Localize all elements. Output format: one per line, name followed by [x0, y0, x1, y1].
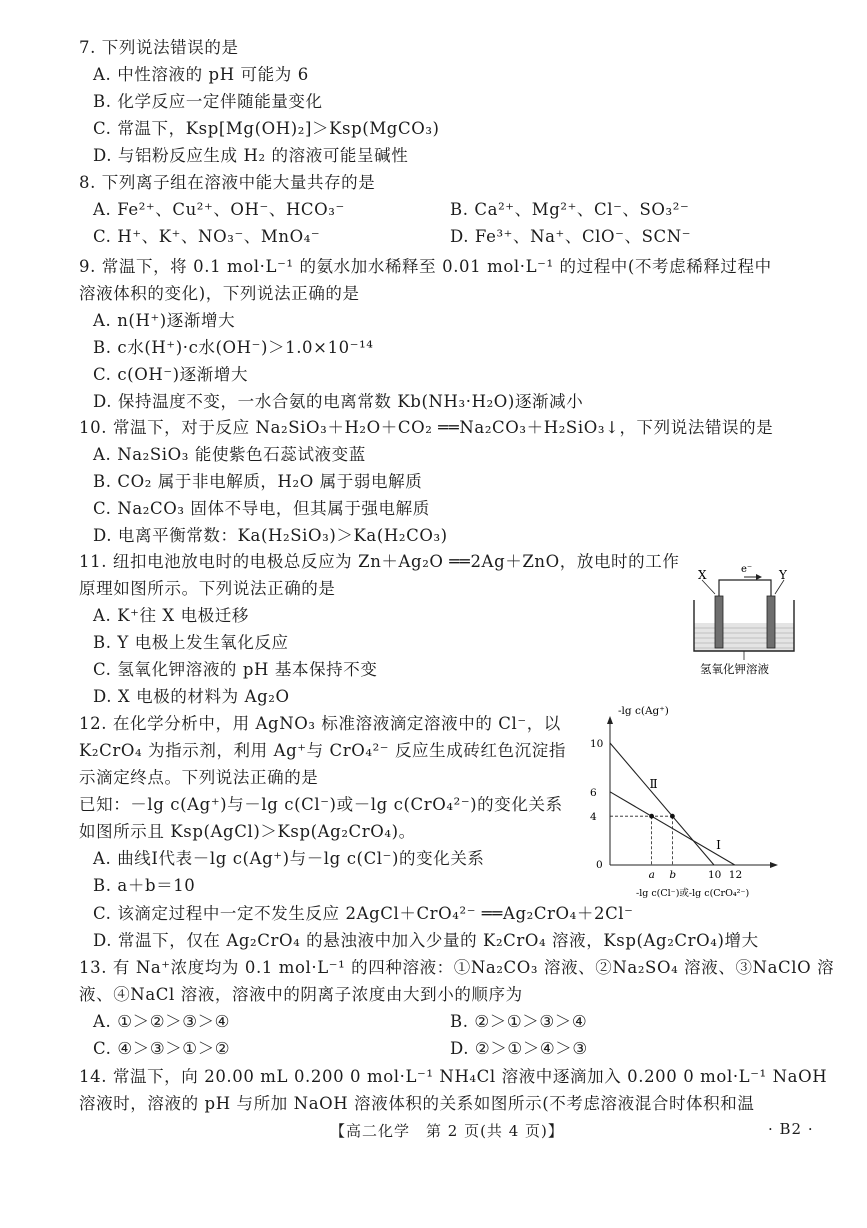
y-tick-label: 10 [590, 738, 604, 750]
q10-option-c: C. Na₂CO₃ 固体不导电，但其属于强电解质 [93, 499, 430, 518]
q9-stem-line1: 9. 常温下，将 0.1 mol·L⁻¹ 的氨水加水稀释至 0.01 mol·L⁻¹ 的过程中(不考虑稀释过程中 [79, 257, 772, 276]
curve-label-2: Ⅱ [649, 777, 658, 792]
q14-stem-line1: 14. 常温下，向 20.00 mL 0.200 0 mol·L⁻¹ NH₄Cl 溶液中逐滴加入 0.200 0 mol·L⁻¹ NaOH [79, 1067, 828, 1086]
q10-option-a: A. Na₂SiO₃ 能使紫色石蕊试液变蓝 [93, 445, 366, 464]
electron-label: e⁻ [741, 564, 753, 575]
electron-arrowhead [756, 574, 762, 580]
q8-stem: 8. 下列离子组在溶液中能大量共存的是 [79, 173, 376, 192]
q7-option-d: D. 与铝粉反应生成 H₂ 的溶液可能呈碱性 [93, 146, 409, 165]
electrode-x-label: X [698, 568, 707, 582]
battery-diagram [686, 560, 806, 680]
q12-stem-line4: 已知：－lg c(Ag⁺)与－lg c(Cl⁻)或－lg c(CrO₄²⁻)的变化关系 [79, 795, 563, 814]
q10-stem: 10. 常温下，对于反应 Na₂SiO₃＋H₂O＋CO₂ ══Na₂CO₃＋H₂SiO₃↓，下列说法错误的是 [79, 418, 774, 437]
q7-option-b: B. 化学反应一定伴随能量变化 [93, 92, 323, 111]
y-axis-arrow [607, 716, 613, 724]
q13-option-a: A. ①＞②＞③＞④ [93, 1012, 231, 1031]
x-axis-arrow [770, 862, 778, 868]
y-tick-label: 4 [590, 811, 597, 824]
q11-stem-line2: 原理如图所示。下列说法正确的是 [79, 579, 336, 598]
x-tick-label: b [669, 869, 677, 881]
q10-option-d: D. 电离平衡常数：Ka(H₂SiO₃)＞Ka(H₂CO₃) [93, 526, 448, 545]
intersection-point-2 [670, 814, 675, 819]
q7-option-a: A. 中性溶液的 pH 可能为 6 [93, 65, 309, 84]
chart-marks [590, 738, 742, 881]
q12-chart [588, 700, 788, 905]
curve-label-1: Ⅰ [716, 838, 721, 853]
q8-option-d: D. Fe³⁺、Na⁺、ClO⁻、SCN⁻ [450, 227, 692, 246]
q8-option-a: A. Fe²⁺、Cu²⁺、OH⁻、HCO₃⁻ [93, 200, 345, 219]
footer-page-info: 【高二化学 第 2 页(共 4 页)】 [330, 1122, 564, 1140]
q13-option-b: B. ②＞①＞③＞④ [450, 1012, 588, 1031]
q10-option-b: B. CO₂ 属于非电解质，H₂O 属于弱电解质 [93, 472, 423, 491]
intersection-point-1 [649, 814, 654, 819]
q9-option-c: C. c(OH⁻)逐渐增大 [93, 365, 249, 384]
electrode-y [767, 596, 775, 648]
q13-option-c: C. ④＞③＞①＞② [93, 1039, 231, 1058]
q8-option-c: C. H⁺、K⁺、NO₃⁻、MnO₄⁻ [93, 227, 321, 246]
q8-option-b: B. Ca²⁺、Mg²⁺、Cl⁻、SO₃²⁻ [450, 200, 690, 219]
q12-stem-line1: 12. 在化学分析中，用 AgNO₃ 标准溶液滴定溶液中的 Cl⁻，以 [79, 714, 561, 733]
x-tick-label: 10 [708, 869, 722, 881]
q7-option-c: C. 常温下，Ksp[Mg(OH)₂]＞Ksp(MgCO₃) [93, 119, 440, 138]
q13-stem-line1: 13. 有 Na⁺浓度均为 0.1 mol·L⁻¹ 的四种溶液：①Na₂CO₃ 溶液、②Na₂SO₄ 溶液、③NaClO 溶 [79, 958, 835, 977]
q7-stem: 7. 下列说法错误的是 [79, 38, 239, 57]
q9-option-a: A. n(H⁺)逐渐增大 [93, 311, 236, 330]
q12-option-a: A. 曲线Ⅰ代表－lg c(Ag⁺)与－lg c(Cl⁻)的变化关系 [93, 849, 485, 868]
q9-option-b: B. c水(H⁺)·c水(OH⁻)＞1.0×10⁻¹⁴ [93, 338, 374, 357]
q13-stem-line2: 液、④NaCl 溶液，溶液中的阴离子浓度由大到小的顺序为 [79, 985, 523, 1004]
x-axis-label: -lg c(Cl⁻)或-lg c(CrO₄²⁻) [636, 888, 750, 899]
y-axis-label: -lg c(Ag⁺) [618, 705, 669, 717]
q12-stem-line2: K₂CrO₄ 为指示剂，利用 Ag⁺与 CrO₄²⁻ 反应生成砖红色沉淀指 [79, 741, 566, 760]
q14-stem-line2: 溶液时，溶液的 pH 与所加 NaOH 溶液体积的关系如图所示(不考虑溶液混合时体积和温 [79, 1094, 755, 1113]
q12-stem-line3: 示滴定终点。下列说法正确的是 [79, 768, 319, 787]
q13-option-d: D. ②＞①＞④＞③ [450, 1039, 588, 1058]
q12-stem-line5: 如图所示且 Ksp(AgCl)＞Ksp(Ag₂CrO₄)。 [79, 822, 416, 841]
q9-option-d: D. 保持温度不变，一水合氨的电离常数 Kb(NH₃·H₂O)逐渐减小 [93, 392, 584, 411]
q11-option-d: D. X 电极的材料为 Ag₂O [93, 687, 290, 706]
q12-option-d: D. 常温下，仅在 Ag₂CrO₄ 的悬浊液中加入少量的 K₂CrO₄ 溶液，Ksp(Ag₂CrO₄)增大 [93, 931, 759, 950]
origin-label: 0 [596, 859, 603, 871]
x-tick-label: a [648, 869, 655, 881]
q11-stem-line1: 11. 纽扣电池放电时的电极总反应为 Zn＋Ag₂O ══2Ag＋ZnO，放电时的工作 [79, 552, 680, 571]
x-tick-label: 12 [728, 869, 743, 881]
external-wire [719, 580, 771, 598]
curve-2 [610, 743, 714, 865]
q11-option-b: B. Y 电极上发生氧化反应 [93, 633, 289, 652]
y-tick-label: 6 [590, 786, 597, 799]
figure-caption: 氢氧化钾溶液 [700, 662, 769, 676]
electrode-x [715, 596, 723, 648]
electrode-y-label: Y [779, 568, 787, 582]
q12-option-b: B. a＋b＝10 [93, 876, 196, 895]
q12-option-c: C. 该滴定过程中一定不发生反应 2AgCl＋CrO₄²⁻ ══Ag₂CrO₄＋2Cl⁻ [93, 904, 634, 923]
q11-option-c: C. 氢氧化钾溶液的 pH 基本保持不变 [93, 660, 378, 679]
footer-code: · B2 · [768, 1120, 814, 1138]
q9-stem-line2: 溶液体积的变化)，下列说法正确的是 [79, 284, 360, 303]
q11-option-a: A. K⁺往 X 电极迁移 [93, 606, 249, 625]
electrolyte [694, 623, 794, 651]
